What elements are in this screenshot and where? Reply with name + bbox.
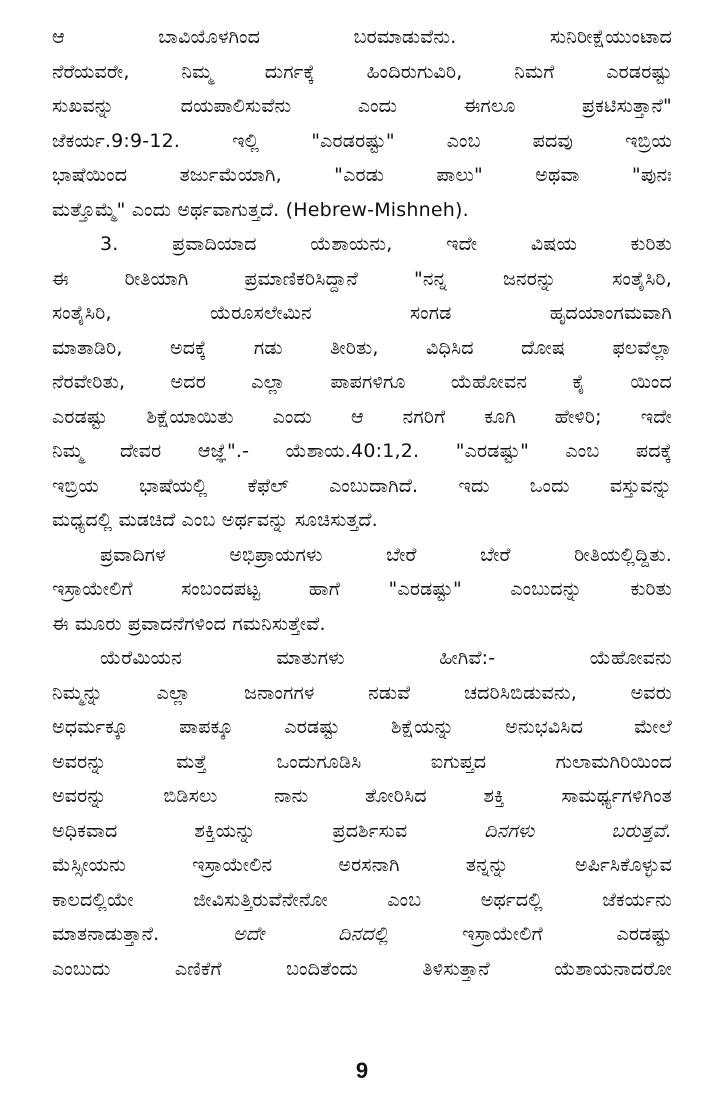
- text-line: ನಿಮ್ಮ ದೇವರ ಆಜ್ಞೆ".- ಯೆಶಾಯ.40:1,2. "ಎರಡಷ್ಟು" ಎಂಬ ಪದಕ್ಕೆ: [52, 440, 672, 462]
- emphasized-text: ದಿನಗಳು ಬರುತ್ತವೆ.: [484, 819, 672, 842]
- text-line: ಮಾತಾಡಿರಿ, ಅದಕ್ಕೆ ಗಡು ತೀರಿತು, ವಿಧಿಸಿದ ದೋಷ ಫಲವೆಲ್ಲಾ: [52, 336, 672, 359]
- text-line-with-emphasis: [52, 917, 672, 952]
- text-line: ಸಂತೈಸಿರಿ, ಯೆರೂಸಲೇಮಿನ ಸಂಗಡ ಹೃದಯಾಂಗಮವಾಗಿ: [52, 302, 672, 324]
- text-line: ಎರಡಷ್ಟು ಶಿಕ್ಷೆಯಾಯಿತು ಎಂದು ಆ ನಗರಿಗೆ ಕೂಗಿ ಹೇಳಿರಿ; ಇದೇ: [52, 405, 672, 428]
- text-line: ಮೆಸ್ಸೀಯನು ಇಸ್ರಾಯೇಲಿನ ಅರಸನಾಗಿ ತನ್ನನ್ನು ಅರ್ಪಿಸಿಕೊಳ್ಳುವ: [52, 854, 672, 876]
- text-line-with-emphasis: [52, 814, 672, 849]
- text-line: ಭಾಷೆಯಿಂದ ತರ್ಜುಮೆಯಾಗಿ, "ಎರಡು ಪಾಲು" ಅಥವಾ "ಪುನಃ: [52, 164, 672, 186]
- page-number: 9: [355, 1058, 369, 1083]
- text-line: ನೆರವೇರಿತು, ಅದರ ಎಲ್ಲಾ ಪಾಪಗಳಿಗೂ ಯೆಹೋವನ ಕೈ ಯಿಂದ: [52, 371, 672, 393]
- emphasized-text: ಅದೇ ದಿನದಲ್ಲಿ: [233, 923, 389, 945]
- text-line: ನಿಮ್ಮನ್ನು ಎಲ್ಲಾ ಜನಾಂಗಗಳ ನಡುವೆ ಚದರಿಸಿಬಿಡುವನು, ಅವರು: [52, 681, 672, 704]
- paragraph-start-line: 3. ಪ್ರವಾದಿಯಾದ ಯೆಶಾಯನು, ಇದೇ ವಿಷಯ ಕುರಿತು: [100, 233, 672, 255]
- text-line: ಮಧ್ಯದಲ್ಲಿ ಮಡಚಿದೆ ಎಂಬ ಅರ್ಥವನ್ನು ಸೂಚಿಸುತ್ತದೆ.: [52, 509, 378, 531]
- text-segment: ಮಾತನಾಡುತ್ತಾನೆ.: [52, 923, 160, 945]
- text-line: ಇಬ್ರಿಯ ಭಾಷೆಯಲ್ಲಿ ಕೆಫೆಲ್ ಎಂಬುದಾಗಿದೆ. ಇದು ಒಂದು ವಸ್ತುವನ್ನು: [52, 474, 672, 497]
- text-line: ಈ ಮೂರು ಪ್ರವಾದನೆಗಳಿಂದ ಗಮನಿಸುತ್ತೇವೆ.: [52, 612, 326, 635]
- text-line: ಆ ಬಾವಿಯೊಳಗಿಂದ ಬರಮಾಡುವೆನು. ಸುನಿರೀಕ್ಷೆಯುಂಟಾದ: [52, 26, 672, 48]
- text-line: ಜೆಕರ್ಯ.9:9-12. ಇಲ್ಲಿ "ಎರಡರಷ್ಟು" ಎಂಬ ಪದವು ಇಬ್ರಿಯ: [52, 129, 672, 152]
- text-line: ಅಧರ್ಮಕ್ಕೂ ಪಾಪಕ್ಕೂ ಎರಡಷ್ಟು ಶಿಕ್ಷೆಯನ್ನು ಅನುಭವಿಸಿದ ಮೇಲೆ: [52, 716, 672, 738]
- body-text: [52, 20, 672, 986]
- paragraph-start-line: ಪ್ರವಾದಿಗಳ ಅಭಿಪ್ರಾಯಗಳು ಬೇರೆ ಬೇರೆ ರೀತಿಯಲ್ಲಿದ್ದಿತು.: [100, 543, 672, 566]
- text-segment: ಅಧಿಕವಾದ ಶಕ್ತಿಯನ್ನು ಪ್ರದರ್ಶಿಸುವ: [52, 819, 408, 842]
- text-line: ಈ ರೀತಿಯಾಗಿ ಪ್ರಮಾಣಿಕರಿಸಿದ್ದಾನೆ "ನನ್ನ ಜನರನ್ನು ಸಂತೈಸಿರಿ,: [52, 267, 672, 290]
- text-line: ಮತ್ತೊಮ್ಮೆ" ಎಂದು ಅರ್ಥವಾಗುತ್ತದೆ. (Hebrew-Mishneh).: [52, 198, 469, 221]
- text-line: ಕಾಲದಲ್ಲಿಯೇ ಜೀವಿಸುತ್ತಿರುವೆನೇನೋ ಎಂಬ ಅರ್ಥದಲ್ಲಿ ಜೆಕರ್ಯನು: [52, 888, 672, 911]
- text-line: ಅವರನ್ನು ಬಿಡಿಸಲು ನಾನು ತೋರಿಸಿದ ಶಕ್ತಿ ಸಾಮರ್ಥ್ಯಗಳಿಗಿಂತ: [52, 785, 672, 807]
- text-line: ನೆರೆಯವರೇ, ನಿಮ್ಮ ದುರ್ಗಕ್ಕೆ ಹಿಂದಿರುಗುವಿರಿ, ನಿಮಗೆ ಎರಡರಷ್ಟು: [52, 60, 672, 83]
- text-line: ಇಸ್ರಾಯೇಲಿಗೆ ಸಂಬಂದಪಟ್ಟ ಹಾಗೆ "ಎರಡಷ್ಟು" ಎಂಬುದನ್ನು ಕುರಿತು: [52, 578, 672, 600]
- text-line: ಎಂಬುದು ಎಣಿಕೆಗೆ ಬಂದಿತೆಂದು ತಿಳಿಸುತ್ತಾನೆ ಯೆಶಾಯನಾದರೋ: [52, 957, 672, 980]
- text-segment: ಇಸ್ರಾಯೇಲಿಗೆ ಎರಡಷ್ಟು: [462, 923, 672, 945]
- text-line: ಸುಖವನ್ನು ದಯಪಾಲಿಸುವೆನು ಎಂದು ಈಗಲೂ ಪ್ರಕಟಿಸುತ್ತಾನೆ": [52, 95, 672, 117]
- paragraph-start-line: ಯೆರೆಮಿಯನ ಮಾತುಗಳು ಹೀಗಿವೆ:- ಯೆಹೋವನು: [100, 647, 672, 669]
- text-line: ಅವರನ್ನು ಮತ್ತೆ ಒಂದುಗೂಡಿಸಿ ಐಗುಪ್ತದ ಗುಲಾಮಗಿರಿಯಿಂದ: [52, 750, 672, 773]
- book-page: [52, 20, 672, 1107]
